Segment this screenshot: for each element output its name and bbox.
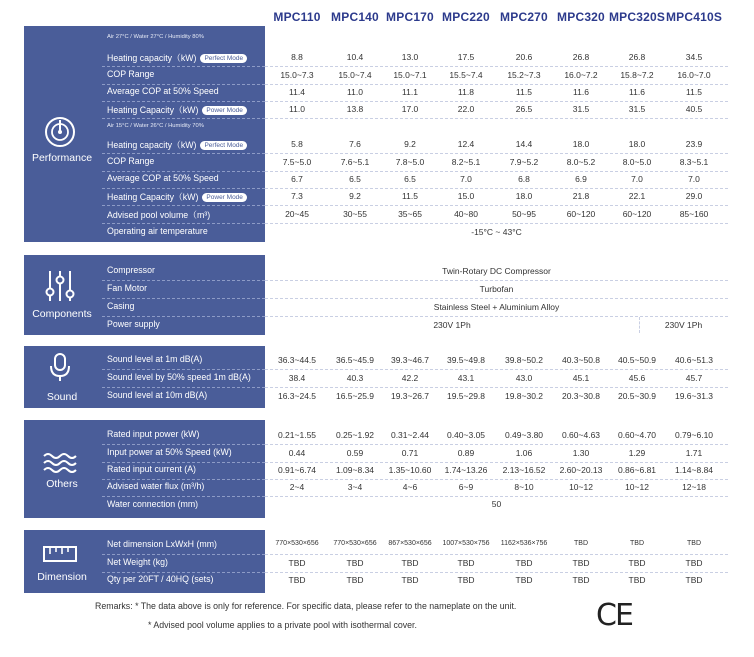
- compressor-label: Compressor: [107, 265, 155, 275]
- perf-b-row-value: 9.2: [349, 191, 361, 201]
- dimension-row-label: Net Weight (kg): [107, 557, 168, 567]
- perf-a-row-value: 11.6: [629, 87, 645, 97]
- perf-b-row-value: 7.3: [291, 191, 303, 201]
- sound-row-value: 45.7: [685, 373, 703, 383]
- others-row-value: 1.71: [685, 448, 703, 458]
- model-name: MPC320: [557, 10, 605, 24]
- mode-badge: Perfect Mode: [200, 141, 247, 150]
- perf-b-row-label: [107, 173, 219, 183]
- label-divider: [102, 84, 265, 85]
- operating-temp-value: -15°C ~ 43°C: [471, 227, 522, 237]
- dimension-row-value: TBD: [572, 575, 590, 585]
- label-divider: [102, 479, 265, 480]
- perf-a-row-value: 26.5: [515, 104, 533, 114]
- sound-row-value: 43.0: [515, 373, 533, 383]
- perf-a-row-value: 13.8: [346, 104, 364, 114]
- perf-a-row-value: 13.0: [401, 52, 419, 62]
- perf-b-row-value: 7.0: [631, 174, 643, 184]
- row-divider: [265, 118, 728, 119]
- row-divider: [265, 84, 728, 85]
- label-divider: [102, 444, 265, 445]
- dimension-row-label: Net dimension LxWxH (mm): [107, 539, 217, 549]
- model-name: MPC220: [442, 10, 490, 24]
- pool-volume-value: 85~160: [679, 209, 709, 219]
- sound-row-value: 42.2: [401, 373, 419, 383]
- perf-a-row-value: 15.5~7.4: [449, 70, 483, 80]
- condition-1: Air 27°C / Water 27°C / Humidity 80%: [107, 34, 204, 40]
- sound-row-value: 19.5~29.8: [446, 391, 486, 401]
- label-divider: [102, 280, 265, 281]
- label-divider: [102, 223, 265, 224]
- others-row-value: 0.44: [288, 448, 306, 458]
- perf-b-row-value: 5.8: [291, 139, 303, 149]
- pool-volume-value: 60~120: [622, 209, 652, 219]
- ruler-icon: [24, 543, 96, 570]
- perf-a-row-value: 15.0~7.3: [280, 70, 314, 80]
- model-name: MPC270: [500, 10, 548, 24]
- label-divider: [102, 554, 265, 555]
- perf-a-row-value: 16.0~7.2: [564, 70, 598, 80]
- row-divider: [265, 387, 728, 388]
- perf-a-row-value: 15.0~7.1: [393, 70, 427, 80]
- others-row-value: 0.49~3.80: [504, 430, 544, 440]
- perf-b-row-value: 6.8: [518, 174, 530, 184]
- mode-badge: Power Mode: [202, 106, 247, 115]
- dimension-row-value: 1162×536×756: [500, 540, 548, 547]
- dimension-row-value: TBD: [685, 575, 703, 585]
- perf-b-row-value: 8.0~5.0: [622, 157, 652, 167]
- pool-volume-value: 40~80: [454, 209, 478, 219]
- dimension-section: [24, 530, 728, 593]
- perf-a-row-label-text: Heating Capacity（kW): [107, 105, 199, 115]
- dimension-row-value: TBD: [515, 575, 533, 585]
- dimension-row-value: TBD: [346, 575, 364, 585]
- others-row-value: 0.59: [346, 448, 364, 458]
- sound-row-value: 40.6~51.3: [674, 355, 714, 365]
- others-row-value: 10~12: [625, 482, 649, 492]
- others-row-value: 1.14~8.84: [674, 465, 714, 475]
- others-row-value: 0.71: [401, 448, 419, 458]
- operating-temp-label: Operating air temperature: [107, 226, 208, 236]
- sound-row-value: 36.3~44.5: [277, 355, 317, 365]
- perf-a-row-value: 17.5: [457, 52, 475, 62]
- perf-a-row-value: 34.5: [685, 52, 703, 62]
- sound-row-value: 20.5~30.9: [617, 391, 657, 401]
- others-row-value: 1.30: [572, 448, 590, 458]
- components-section: [24, 255, 728, 335]
- others-row-label: Rated input current (A): [107, 464, 196, 474]
- perf-a-row-value: 15.2~7.3: [507, 70, 541, 80]
- perf-b-row-value: 7.0: [460, 174, 472, 184]
- others-row-value: 0.40~3.05: [446, 430, 486, 440]
- perf-b-row-value: 11.5: [402, 191, 418, 201]
- perf-a-row-value: 16.0~7.0: [677, 70, 711, 80]
- perf-a-row-value: 8.8: [291, 52, 303, 62]
- perf-a-row-value: 11.5: [686, 87, 702, 97]
- label-divider: [102, 118, 265, 119]
- pool-volume-value: 60~120: [566, 209, 596, 219]
- model-name: MPC320S: [608, 10, 666, 24]
- perf-b-row-value: 8.0~5.2: [566, 157, 596, 167]
- perf-b-row-value: 8.2~5.1: [451, 157, 481, 167]
- perf-b-row-value: 6.9: [575, 174, 587, 184]
- sound-title: Sound: [46, 391, 78, 403]
- label-divider: [102, 496, 265, 497]
- perf-b-row-value: 29.0: [685, 191, 703, 201]
- sound-row-value: 40.5~50.9: [617, 355, 657, 365]
- pool-volume-label-text: Advised pool volume（m³): [107, 210, 211, 220]
- sound-row-value: 16.5~25.9: [335, 391, 375, 401]
- others-row-value: 0.31~2.44: [390, 430, 430, 440]
- perf-a-row-value: 11.8: [458, 87, 474, 97]
- others-row-value: 0.60~4.63: [561, 430, 601, 440]
- perf-b-row-value: 14.4: [515, 139, 533, 149]
- fan_motor-label: Fan Motor: [107, 283, 148, 293]
- others-row-value: 1.06: [515, 448, 533, 458]
- others-row-value: 0.89: [457, 448, 475, 458]
- dimension-row-value: 867×530×656: [388, 540, 432, 547]
- others-row-value: 6~9: [458, 482, 474, 492]
- perf-a-row-value: 11.6: [573, 87, 589, 97]
- water-connection-label: Water connection (mm): [107, 499, 199, 509]
- sound-row-value: 43.1: [457, 373, 475, 383]
- perf-a-row-label: [107, 86, 219, 96]
- model-name: MPC110: [273, 10, 321, 24]
- others-row-label: Input power at 50% Speed (kW): [107, 447, 232, 457]
- row-divider: [265, 462, 728, 463]
- remark-line-2: * Advised pool volume applies to a private pool with isothermal cover.: [148, 620, 417, 630]
- label-divider: [102, 66, 265, 67]
- others-row-value: 0.91~6.74: [277, 465, 317, 475]
- dimension-row-value: TBD: [628, 558, 646, 568]
- dimension-row-value: 1007×530×756: [442, 540, 490, 547]
- others-row-value: 0.25~1.92: [335, 430, 375, 440]
- fan_motor-value: Turbofan: [479, 284, 514, 294]
- casing-label: Casing: [107, 301, 135, 311]
- pool-volume-value: 30~55: [343, 209, 367, 219]
- perf-a-row-value: 15.8~7.2: [620, 70, 654, 80]
- components-title: Components: [32, 308, 92, 320]
- power-supply-separator: [639, 317, 640, 333]
- perf-b-row-label: [107, 190, 247, 203]
- perf-b-row-label-text: Heating Capacity（kW): [107, 192, 199, 202]
- sound-section: [24, 346, 728, 408]
- perf-b-row-label: [107, 138, 247, 151]
- sound-row-value: 39.3~46.7: [390, 355, 430, 365]
- perf-b-row-value: 6.5: [404, 174, 416, 184]
- perf-a-row-value: 11.5: [516, 87, 532, 97]
- perf-b-row-value: 7.9~5.2: [509, 157, 539, 167]
- sound-row-label: Sound level at 10m dB(A): [107, 390, 208, 400]
- dimension-row-value: TBD: [346, 558, 364, 568]
- perf-b-row-value: 7.8~5.0: [395, 157, 425, 167]
- perf-b-row-label-text: Average COP at 50% Speed: [107, 173, 219, 183]
- sound-row-value: 20.3~30.8: [561, 391, 601, 401]
- perf-a-row-value: 22.0: [457, 104, 475, 114]
- row-divider: [265, 479, 728, 480]
- perf-a-row-value: 10.4: [346, 52, 364, 62]
- perf-a-row-value: 11.4: [289, 87, 305, 97]
- dimension-row-value: TBD: [288, 575, 306, 585]
- perf-b-row-value: 6.7: [291, 174, 303, 184]
- sound-row-value: 16.3~24.5: [277, 391, 317, 401]
- others-section: [24, 420, 728, 518]
- others-row-label: Advised water flux (m³/h): [107, 481, 205, 491]
- sound-row-value: 19.8~30.2: [504, 391, 544, 401]
- label-divider: [102, 298, 265, 299]
- dimension-row-value: TBD: [515, 558, 533, 568]
- dimension-row-value: TBD: [687, 540, 701, 547]
- row-divider: [265, 572, 728, 573]
- dimension-row-value: TBD: [630, 540, 644, 547]
- perf-b-row-label-text: COP Range: [107, 156, 155, 166]
- others-row-value: 0.21~1.55: [277, 430, 317, 440]
- sound-row-value: 39.5~49.8: [446, 355, 486, 365]
- perf-b-row-value: 23.9: [685, 139, 703, 149]
- dimension-row-value: TBD: [572, 558, 590, 568]
- label-divider: [102, 316, 265, 317]
- label-divider: [102, 101, 265, 102]
- sound-row-value: 38.4: [288, 373, 306, 383]
- perf-a-row-value: 11.0: [289, 104, 305, 114]
- label-divider: [102, 153, 265, 154]
- perf-a-row-value: 26.8: [628, 52, 646, 62]
- others-row-value: 0.79~6.10: [674, 430, 714, 440]
- perf-a-row-value: 40.5: [685, 104, 703, 114]
- label-divider: [102, 171, 265, 172]
- performance-title: Performance: [31, 152, 93, 164]
- sound-row-value: 45.6: [628, 373, 646, 383]
- dimension-row-value: TBD: [685, 558, 703, 568]
- perf-a-row-value: 11.0: [347, 87, 363, 97]
- ce-mark: CE: [596, 598, 632, 633]
- label-divider: [102, 462, 265, 463]
- microphone-icon: [24, 352, 96, 387]
- others-row-value: 2.60~20.13: [559, 465, 603, 475]
- perf-b-row-label: [107, 156, 154, 166]
- mode-badge: Power Mode: [202, 193, 247, 202]
- perf-a-row-value: 17.0: [401, 104, 419, 114]
- pool-volume-label: [107, 208, 210, 221]
- perf-b-row-value: 18.0: [572, 139, 590, 149]
- perf-a-row-value: 20.6: [515, 52, 533, 62]
- perf-b-row-value: 18.0: [515, 191, 533, 201]
- sliders-icon: [24, 268, 96, 309]
- perf-b-row-value: 7.6~5.1: [340, 157, 370, 167]
- dimension-row-value: TBD: [401, 575, 419, 585]
- perf-b-row-value: 18.0: [628, 139, 646, 149]
- model-name: MPC140: [331, 10, 379, 24]
- dimension-row-value: 770×530×656: [333, 540, 377, 547]
- dimension-row-value: TBD: [628, 575, 646, 585]
- mode-badge: Perfect Mode: [200, 54, 247, 63]
- row-divider: [265, 369, 728, 370]
- label-divider: [102, 188, 265, 189]
- dimension-title: Dimension: [37, 571, 87, 583]
- perf-a-row-value: 11.1: [402, 87, 418, 97]
- others-row-value: 1.29: [628, 448, 646, 458]
- sound-row-value: 39.8~50.2: [504, 355, 544, 365]
- sound-row-value: 45.1: [572, 373, 590, 383]
- sound-row-value: 19.6~31.3: [674, 391, 714, 401]
- perf-b-row-value: 22.1: [628, 191, 646, 201]
- others-row-value: 1.09~8.34: [335, 465, 375, 475]
- sound-row-value: 40.3~50.8: [561, 355, 601, 365]
- perf-a-row-value: 31.5: [628, 104, 646, 114]
- perf-b-row-value: 7.6: [349, 139, 361, 149]
- perf-a-row-label: [107, 69, 154, 79]
- compressor-value: Twin-Rotary DC Compressor: [442, 266, 551, 276]
- remark-line-1: Remarks: * The data above is only for reference. For specific data, please refer to the nameplate on the unit.: [95, 601, 517, 611]
- dimension-row-value: TBD: [574, 540, 588, 547]
- sound-row-value: 36.5~45.9: [335, 355, 375, 365]
- sound-row-label: Sound level at 1m dB(A): [107, 354, 203, 364]
- others-row-value: 8~10: [514, 482, 534, 492]
- dimension-row-value: TBD: [401, 558, 419, 568]
- pool-volume-value: 50~95: [512, 209, 536, 219]
- power-supply-label: Power supply: [107, 319, 160, 329]
- others-row-value: 2.13~16.52: [502, 465, 546, 475]
- pool-volume-value: 35~65: [398, 209, 422, 219]
- label-divider: [102, 387, 265, 388]
- row-divider: [265, 66, 728, 67]
- model-header-row: [0, 0, 754, 26]
- power-supply-value-3ph: 230V 1Ph: [664, 320, 703, 330]
- model-name: MPC410S: [665, 10, 723, 24]
- row-divider: [265, 101, 728, 102]
- dimension-row-value: 770×530×656: [275, 540, 319, 547]
- row-divider: [265, 444, 728, 445]
- perf-a-row-label: [107, 51, 247, 64]
- perf-b-row-value: 6.5: [349, 174, 361, 184]
- row-divider: [265, 298, 728, 299]
- others-row-value: 2~4: [289, 482, 305, 492]
- others-row-value: 0.86~6.81: [617, 465, 657, 475]
- casing-value: Stainless Steel + Aluminium Alloy: [433, 302, 560, 312]
- condition-2: Air 15°C / Water 26°C / Humidity 70%: [107, 123, 204, 129]
- water-connection-value: 50: [491, 499, 502, 509]
- row-divider: [265, 205, 728, 206]
- others-row-label: Rated input power (kW): [107, 429, 200, 439]
- others-row-value: 1.74~13.26: [444, 465, 488, 475]
- dimension-row-label: Qty per 20FT / 40HQ (sets): [107, 574, 214, 584]
- row-divider: [265, 153, 728, 154]
- perf-b-row-value: 8.3~5.1: [679, 157, 709, 167]
- label-divider: [102, 369, 265, 370]
- others-row-value: 4~6: [402, 482, 418, 492]
- row-divider: [265, 223, 728, 224]
- others-row-value: 12~18: [682, 482, 706, 492]
- perf-b-row-value: 12.4: [457, 139, 475, 149]
- gauge-icon: [24, 114, 96, 155]
- others-row-value: 3~4: [347, 482, 363, 492]
- perf-b-row-value: 7.0: [688, 174, 700, 184]
- perf-a-row-label-text: Average COP at 50% Speed: [107, 86, 219, 96]
- perf-b-row-value: 15.0: [457, 191, 475, 201]
- others-title: Others: [46, 478, 78, 490]
- dimension-row-value: TBD: [457, 575, 475, 585]
- perf-b-row-value: 21.8: [572, 191, 590, 201]
- perf-a-row-value: 15.0~7.4: [338, 70, 372, 80]
- others-row-value: 0.60~4.70: [617, 430, 657, 440]
- power-supply-value: 230V 1Ph: [433, 320, 471, 330]
- others-row-value: 10~12: [569, 482, 593, 492]
- sound-row-label: Sound level by 50% speed 1m dB(A): [107, 372, 251, 382]
- perf-a-row-value: 26.8: [572, 52, 590, 62]
- dimension-row-value: TBD: [288, 558, 306, 568]
- row-divider: [265, 280, 728, 281]
- row-divider: [265, 316, 728, 317]
- model-name: MPC170: [386, 10, 434, 24]
- perf-b-row-label-text: Heating capacity（kW): [107, 140, 197, 150]
- perf-a-row-value: 31.5: [572, 104, 590, 114]
- performance-section: [24, 26, 728, 242]
- others-row-value: 1.35~10.60: [388, 465, 432, 475]
- dimension-row-value: TBD: [457, 558, 475, 568]
- row-divider: [265, 496, 728, 497]
- label-divider: [102, 572, 265, 573]
- perf-b-row-value: 9.2: [404, 139, 416, 149]
- row-divider: [265, 188, 728, 189]
- sound-row-value: 19.3~26.7: [390, 391, 430, 401]
- row-divider: [265, 554, 728, 555]
- row-divider: [265, 171, 728, 172]
- perf-a-row-label-text: COP Range: [107, 69, 155, 79]
- perf-b-row-value: 7.5~5.0: [282, 157, 312, 167]
- sound-row-value: 40.3: [346, 373, 364, 383]
- perf-a-row-label-text: Heating capacity（kW): [107, 53, 197, 63]
- perf-a-row-label: [107, 103, 247, 116]
- pool-volume-value: 20~45: [285, 209, 309, 219]
- label-divider: [102, 205, 265, 206]
